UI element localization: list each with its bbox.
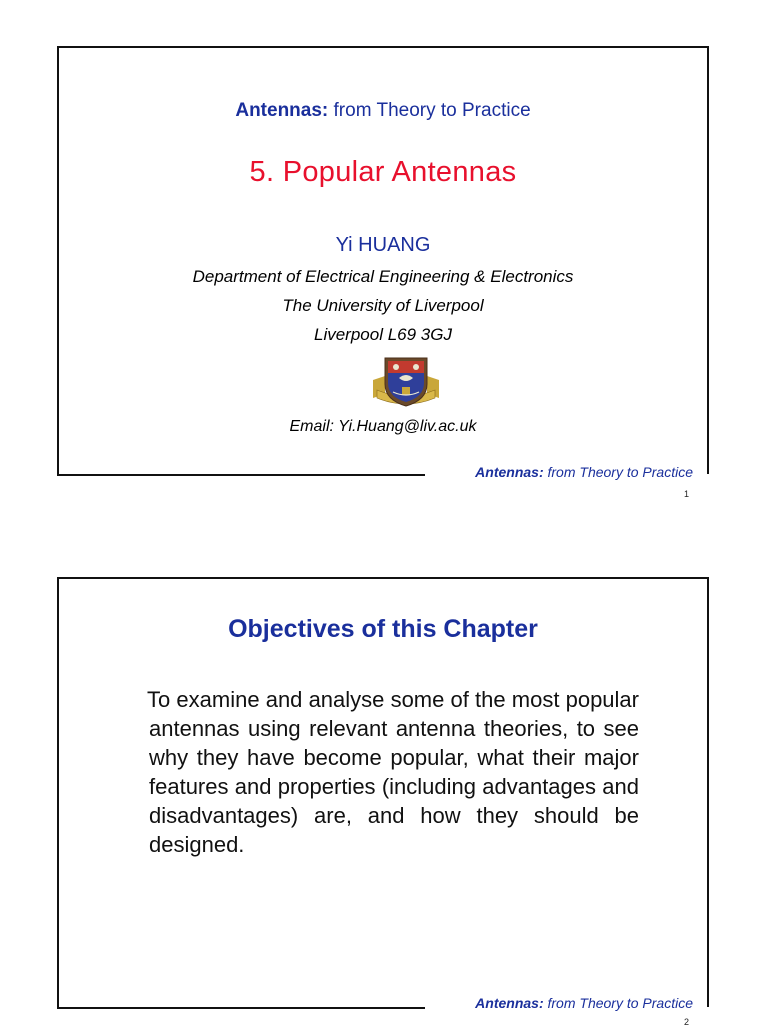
- footer-rest: from Theory to Practice: [543, 464, 693, 480]
- objectives-body: [149, 685, 639, 859]
- address: Liverpool L69 3GJ: [314, 325, 452, 344]
- slide-2: [57, 577, 709, 1011]
- university-crest-logo: [371, 354, 441, 408]
- slide-1: [57, 46, 709, 480]
- slide-2-footer: [475, 995, 693, 1011]
- chapter-title: 5. Popular Antennas: [249, 156, 517, 188]
- series-title: [59, 100, 707, 122]
- slide-2-bottom-border: [57, 1007, 425, 1009]
- footer-bold: Antennas:: [475, 995, 544, 1011]
- series-title-rest: from Theory to Practice: [328, 100, 531, 121]
- page-number-2: 2: [684, 1017, 690, 1027]
- email: Email: Yi.Huang@liv.ac.uk: [289, 418, 477, 435]
- page-number-1: 1: [684, 489, 690, 499]
- footer-bold: Antennas:: [475, 464, 544, 480]
- objectives-paragraph: To examine and analyse some of the most popular antennas using relevant antenna theories, to see why they have become popular, what their major features and properties (including advantages and disadvantages) are, and how they should be designed.: [147, 687, 639, 857]
- university: The University of Liverpool: [282, 296, 484, 315]
- series-title-bold: Antennas:: [235, 100, 329, 121]
- department: Department of Electrical Engineering & Electronics: [192, 267, 574, 286]
- footer-rest: from Theory to Practice: [543, 995, 693, 1011]
- objectives-title: Objectives of this Chapter: [228, 615, 538, 643]
- slide-1-bottom-border: [57, 474, 425, 476]
- slide-1-footer: [475, 464, 693, 480]
- author-name: Yi HUANG: [335, 234, 431, 256]
